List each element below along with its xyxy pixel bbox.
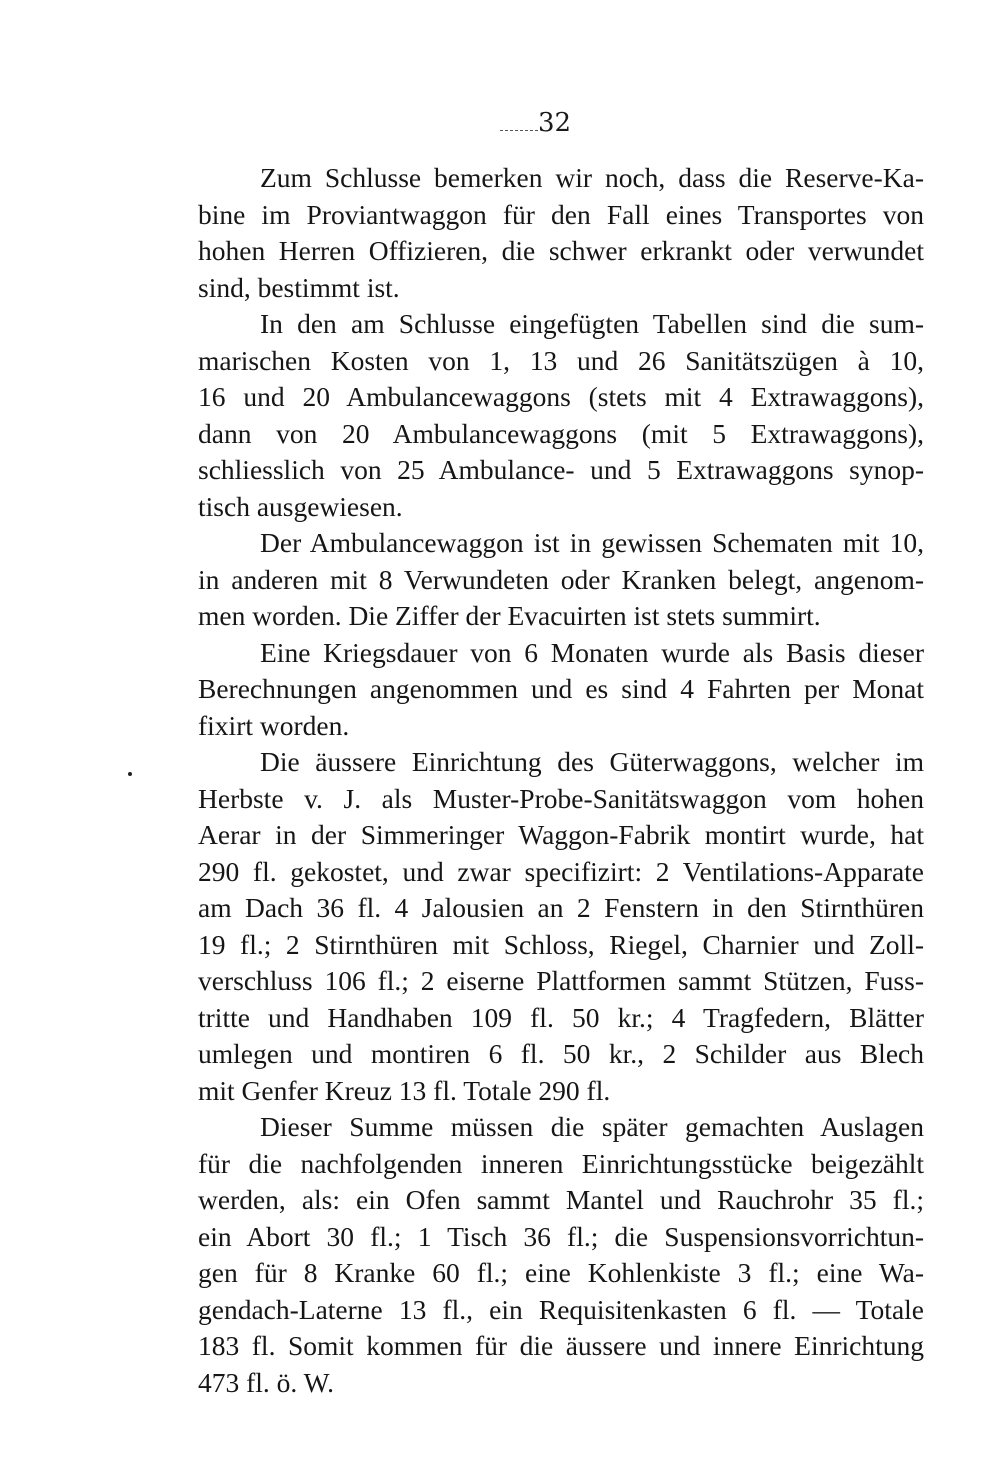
text-line: Berechnungen angenommen und es sind 4 Fahrten per Monat: [198, 673, 924, 704]
page-number: 32: [538, 108, 572, 138]
paragraph: [198, 525, 924, 635]
text-line: 290 fl. gekostet, und zwar specifizirt: 2 Ventilations-Apparate: [198, 855, 924, 887]
text-line: werden, als: ein Ofen sammt Mantel und Rauchrohr 35 fl.;: [198, 1184, 924, 1215]
text-line: Die äussere Einrichtung des Güterwaggons, welcher im: [260, 746, 924, 777]
text-line: fixirt worden.: [198, 709, 350, 741]
paragraph: [198, 635, 924, 745]
text-line: 16 und 20 Ambulancewaggons (stets mit 4 Extrawaggons),: [198, 381, 924, 412]
text-line: in anderen mit 8 Verwundeten oder Kranken belegt, angenom-: [198, 563, 924, 595]
text-line: ein Abort 30 fl.; 1 Tisch 36 fl.; die Suspensionsvorrichtun-: [198, 1220, 924, 1252]
text-line: mit Genfer Kreuz 13 fl. Totale 290 fl.: [198, 1074, 611, 1106]
paragraph: [198, 1109, 924, 1401]
text-line: verschluss 106 fl.; 2 eiserne Plattformen sammt Stützen, Fuss-: [198, 965, 924, 996]
text-line: Der Ambulancewaggon ist in gewissen Schematen mit 10,: [260, 527, 924, 558]
text-line: Dieser Summe müssen die später gemachten Auslagen: [260, 1111, 924, 1142]
text-line: 473 fl. ö. W.: [198, 1366, 334, 1398]
text-line: hohen Herren Offizieren, die schwer erkrankt oder verwundet: [198, 235, 924, 266]
paragraph: [198, 160, 924, 306]
text-line: 19 fl.; 2 Stirnthüren mit Schloss, Riegel, Charnier und Zoll-: [198, 928, 924, 960]
text-line: 183 fl. Somit kommen für die äussere und innere Einrichtung: [198, 1330, 924, 1361]
text-line: sind, bestimmt ist.: [198, 271, 400, 303]
body-text: [198, 160, 924, 1401]
paragraph: [198, 306, 924, 525]
text-line: am Dach 36 fl. 4 Jalousien an 2 Fenstern in den Stirnthüren: [198, 892, 924, 923]
text-line: für die nachfolgenden inneren Einrichtungsstücke beigezählt: [198, 1147, 924, 1179]
text-line: gen für 8 Kranke 60 fl.; eine Kohlenkiste 3 fl.; eine Wa-: [198, 1257, 924, 1288]
text-line: Herbste v. J. als Muster-Probe-Sanitätswaggon vom hohen: [198, 782, 924, 814]
text-line: Aerar in der Simmeringer Waggon-Fabrik montirt wurde, hat: [198, 819, 924, 850]
text-line: bine im Proviantwaggon für den Fall eines Transportes von: [198, 198, 924, 230]
text-line: umlegen und montiren 6 fl. 50 kr., 2 Schilder aus Blech: [198, 1038, 924, 1069]
text-line: In den am Schlusse eingefügten Tabellen sind die sum-: [260, 308, 924, 339]
text-line: dann von 20 Ambulancewaggons (mit 5 Extrawaggons),: [198, 417, 924, 449]
text-line: marischen Kosten von 1, 13 und 26 Sanitätszügen à 10,: [198, 344, 924, 376]
text-line: Eine Kriegsdauer von 6 Monaten wurde als Basis dieser: [260, 636, 924, 668]
text-line: tisch ausgewiesen.: [198, 490, 403, 522]
text-line: men worden. Die Ziffer der Evacuirten ist stets summirt.: [198, 600, 821, 631]
page-number-rule: [500, 130, 538, 131]
text-line: tritte und Handhaben 109 fl. 50 kr.; 4 Tragfedern, Blätter: [198, 1001, 924, 1033]
paragraph: [198, 744, 924, 1109]
margin-mark: [128, 772, 132, 776]
text-line: schliesslich von 25 Ambulance- und 5 Extrawaggons synop-: [198, 454, 924, 485]
text-line: gendach-Laterne 13 fl., ein Requisitenkasten 6 fl. — Totale: [198, 1293, 924, 1325]
text-line: Zum Schlusse bemerken wir noch, dass die Reserve-Ka-: [260, 162, 924, 193]
